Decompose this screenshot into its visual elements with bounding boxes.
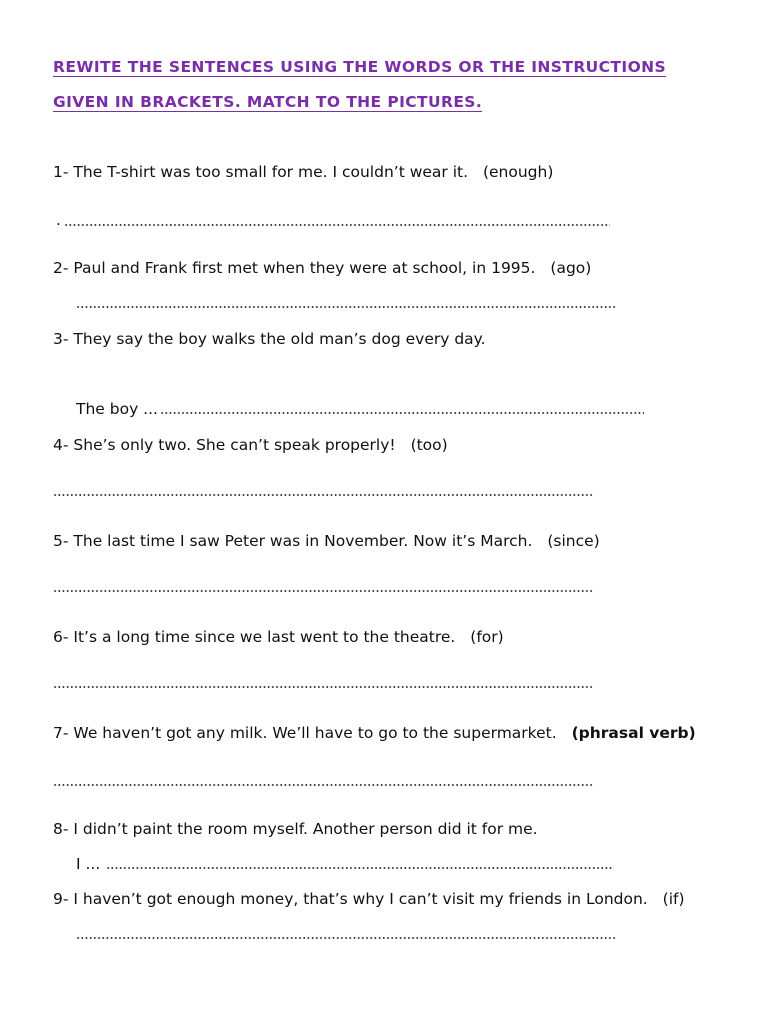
answer-line-1[interactable]	[64, 222, 610, 228]
item-number: 3-	[53, 330, 69, 348]
item-sentence: Paul and Frank first met when they were at school, in 1995.	[73, 259, 536, 277]
instructions-line-1: REWITE THE SENTENCES USING THE WORDS OR THE INSTRUCTIONS	[53, 58, 667, 76]
item-hint: (ago)	[550, 259, 592, 277]
item-hint: (too)	[410, 436, 448, 454]
exercise-item-1	[53, 162, 553, 182]
answer-line-4[interactable]	[53, 492, 594, 498]
item-sentence: The T-shirt was too small for me. I couldn’t wear it.	[73, 163, 469, 181]
exercise-item-7	[53, 723, 696, 743]
item-hint: (since)	[547, 532, 600, 550]
item-hint: (if)	[662, 890, 685, 908]
answer-line-6[interactable]	[53, 684, 594, 690]
item-sentence: She’s only two. She can’t speak properly!	[73, 436, 396, 454]
answer-line-8[interactable]	[106, 865, 614, 871]
item-number: 5-	[53, 532, 69, 550]
answer-line-7[interactable]	[53, 782, 594, 788]
item-number: 2-	[53, 259, 69, 277]
answer-prefix: .	[56, 211, 61, 229]
exercise-item-9	[53, 889, 685, 909]
item-hint: (for)	[470, 628, 504, 646]
item-sentence: The last time I saw Peter was in November. Now it’s March.	[73, 532, 533, 550]
answer-line-3[interactable]	[160, 410, 644, 416]
exercise-item-4	[53, 435, 448, 455]
item-number: 9-	[53, 890, 69, 908]
exercise-item-3	[53, 329, 486, 349]
item-hint: (phrasal verb)	[571, 724, 696, 742]
answer-line-5[interactable]	[53, 588, 594, 594]
answer-prefix: I ...	[76, 855, 101, 873]
answer-line-2[interactable]	[76, 304, 616, 310]
item-number: 7-	[53, 724, 69, 742]
item-sentence: They say the boy walks the old man’s dog every day.	[73, 330, 486, 348]
item-hint: (enough)	[482, 163, 554, 181]
item-number: 4-	[53, 436, 69, 454]
item-number: 6-	[53, 628, 69, 646]
instructions-line-2: GIVEN IN BRACKETS. MATCH TO THE PICTURES.	[53, 93, 483, 111]
item-number: 1-	[53, 163, 69, 181]
exercise-item-5	[53, 531, 600, 551]
answer-line-9[interactable]	[76, 935, 616, 941]
exercise-item-2	[53, 258, 591, 278]
answer-prefix: The boy ...	[76, 400, 158, 418]
item-sentence: It’s a long time since we last went to the theatre.	[73, 628, 456, 646]
item-sentence: We haven’t got any milk. We’ll have to go to the supermarket.	[73, 724, 557, 742]
item-sentence: I haven’t got enough money, that’s why I can’t visit my friends in London.	[73, 890, 648, 908]
exercise-item-8	[53, 819, 538, 839]
item-number: 8-	[53, 820, 69, 838]
item-sentence: I didn’t paint the room myself. Another person did it for me.	[73, 820, 538, 838]
exercise-item-6	[53, 627, 504, 647]
